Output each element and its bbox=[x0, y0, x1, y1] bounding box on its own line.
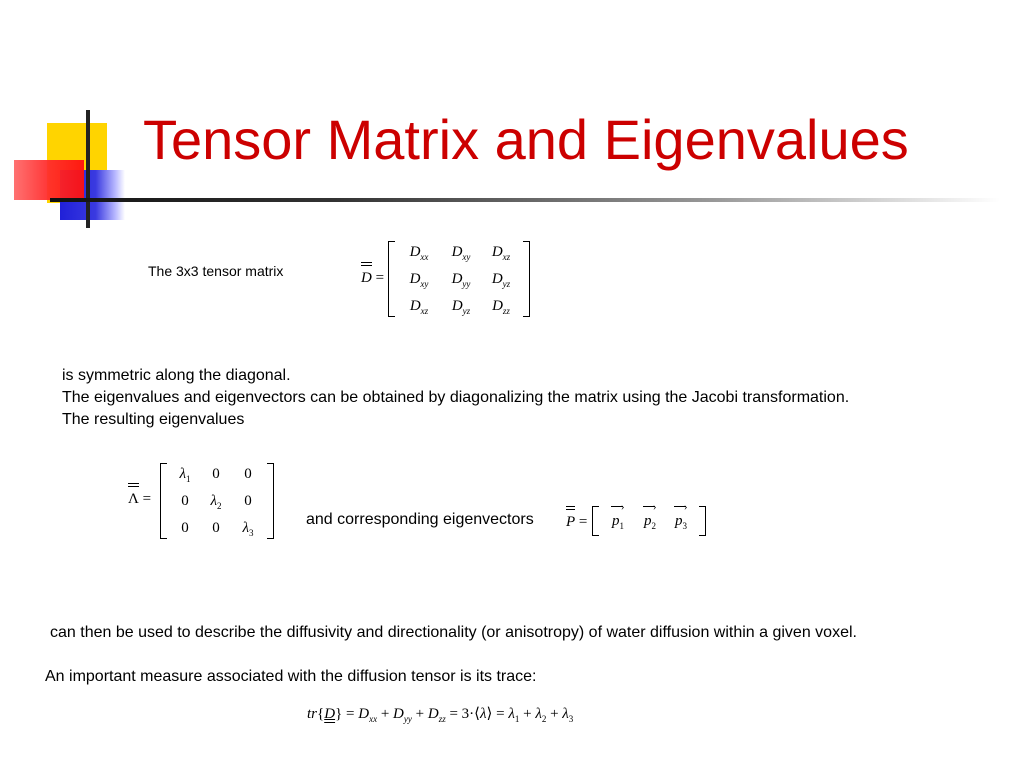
slide-title: Tensor Matrix and Eigenvalues bbox=[143, 108, 909, 171]
tensor-symbol: D = bbox=[361, 270, 385, 286]
eigenvalues-text: The resulting eigenvalues bbox=[62, 411, 245, 428]
jacobi-text: The eigenvalues and eigenvectors can be obtained by diagonalizing the matrix using the Jacobi transformation. bbox=[62, 389, 850, 406]
tensor-label: The 3x3 tensor matrix bbox=[148, 263, 284, 279]
logo-vertical-line bbox=[86, 110, 90, 228]
diffusivity-text: can then be used to describe the diffusivity and directionality (or anisotropy) of water diffusion within a given voxel. bbox=[50, 624, 857, 641]
eigenvectors-label: and corresponding eigenvectors bbox=[306, 511, 534, 528]
lambda-symbol: Λ = bbox=[128, 491, 152, 507]
trace-equation: $tr\{D\} = D_{xx} + D_{yy} + D_{zz}$ = 3·⟨λ⟩ = $\lambda_1 + \lambda_2 + \lambda_3$ bbox=[307, 706, 574, 724]
p-symbol: P = bbox=[566, 514, 588, 530]
trace-text: An important measure associated with the diffusion tensor is its trace: bbox=[45, 668, 537, 685]
symmetric-text: is symmetric along the diagonal. bbox=[62, 367, 291, 384]
eigenvector-matrix: p $›_1$ p $›_2$ p $›_3$ bbox=[592, 506, 706, 536]
eigenvalue-matrix: $\lambda_1$ 0 0 0 $\lambda_2$ 0 0 0 $\lambda_3$ bbox=[160, 463, 274, 539]
title-underline bbox=[50, 198, 1000, 202]
tensor-matrix: $D_{xx}$ $D_{xy}$ $D_{xz}$ $D_{xy}$ $D_{yy}$ $D_{yz}$ $D_{xz}$ $D_{yz}$ $D_{zz}$ bbox=[388, 241, 530, 317]
logo-red-block bbox=[14, 160, 84, 200]
